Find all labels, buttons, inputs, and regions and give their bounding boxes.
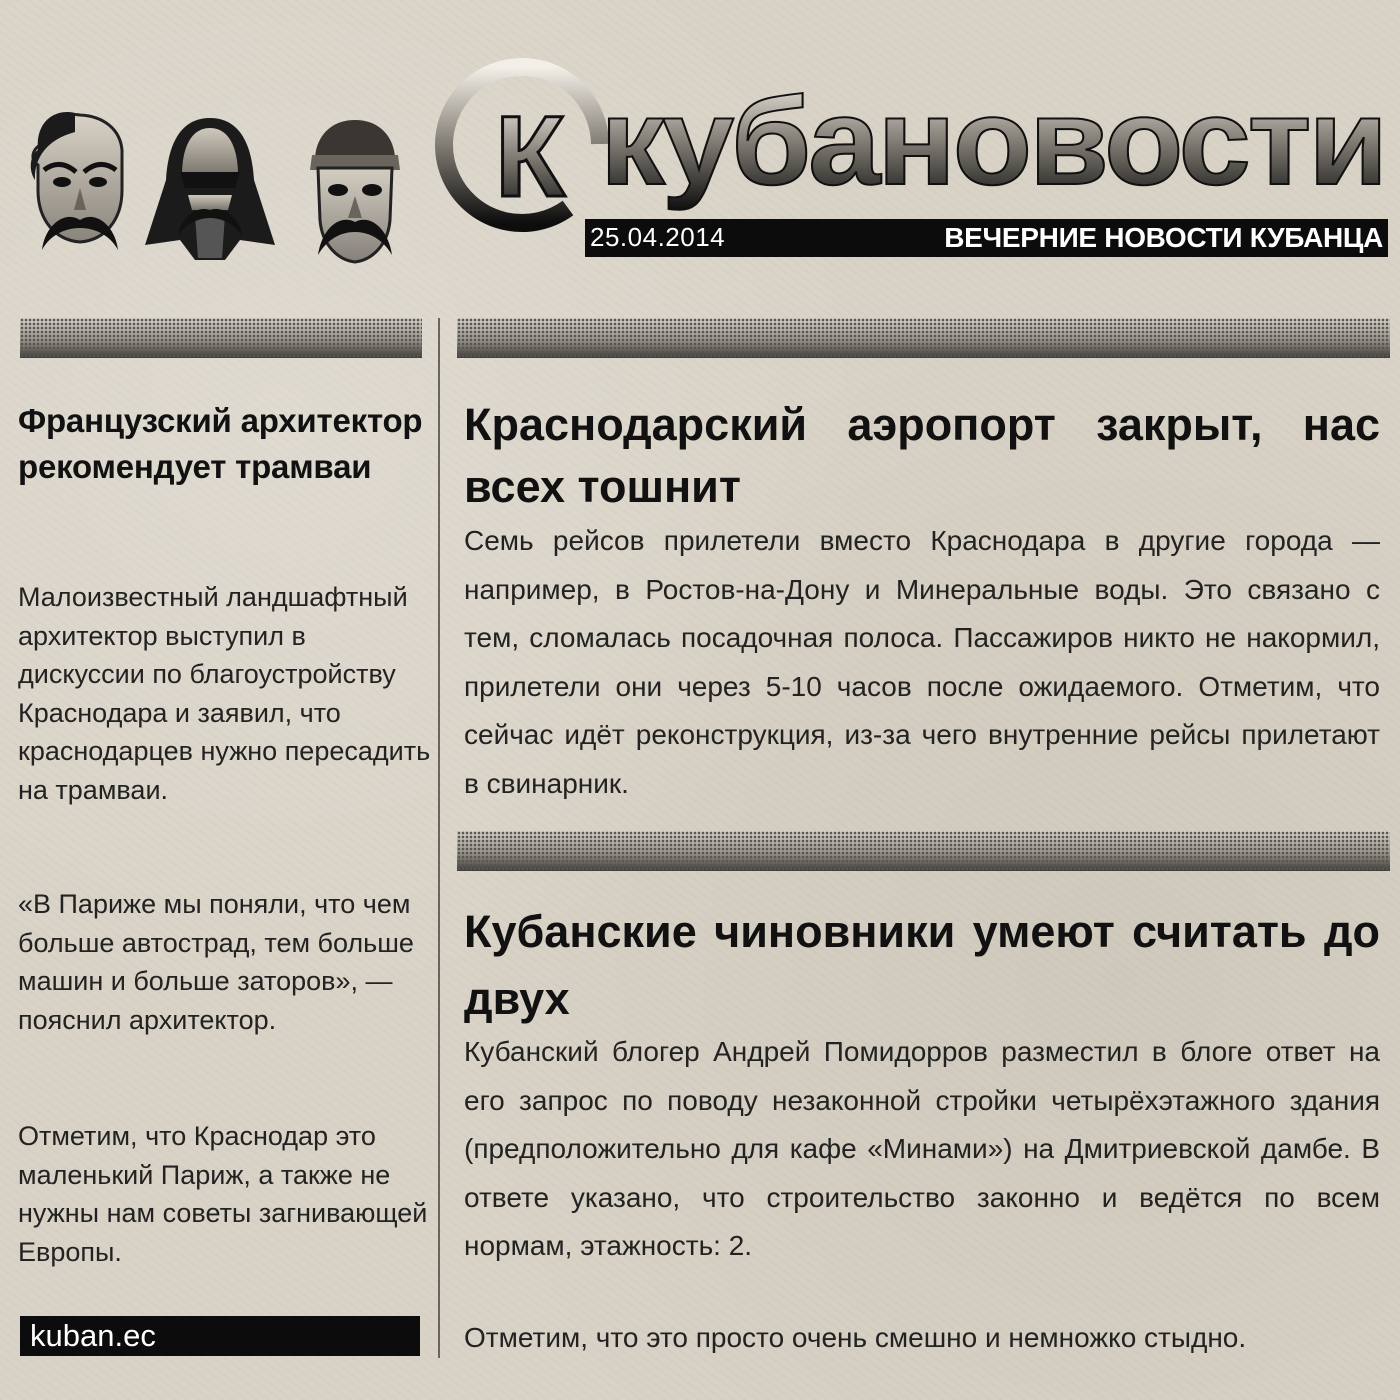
- article-closing-line: Отметим, что это просто очень смешно и немножко стыдно.: [464, 1322, 1247, 1353]
- cossack-mask-icon: [20, 110, 140, 280]
- halftone-divider: [20, 318, 422, 358]
- left-article-paragraph: Малоизвестный ландшафтный архитектор выступил в дискуссии по благоустройству Краснодара и заявил, что краснодарцев нужно пересадить на трамваи.: [18, 582, 431, 805]
- issue-date: 25.04.2014: [590, 222, 726, 252]
- site-url-link[interactable]: kuban.ec: [30, 1318, 156, 1353]
- left-article-title[interactable]: Французский архитектор рекомендует трамваи: [18, 402, 423, 485]
- left-article-paragraph: «В Париже мы поняли, что чем больше автострад, тем больше машин и больше заторов», — пояснил архитектор.: [18, 889, 414, 1035]
- halftone-divider: [457, 831, 1390, 871]
- article-body: Кубанский блогер Андрей Помидорров разместил в блоге ответ на его запрос по поводу незаконной стройки четырёхэтажного здания (предположительно для кафе «Минами») на Дмитриевской дамбе. В ответе указано, что строительство законно и ведётся по всем нормам, этажность: 2.: [464, 1036, 1380, 1261]
- left-article-paragraph: Отметим, что Краснодар это маленький Париж, а также не нужны нам советы загнивающей Европы.: [18, 1121, 428, 1267]
- article-body: Семь рейсов прилетели вместо Краснодара в другие города — например, в Ростов-на-Дону и Минеральные воды. Это связано с тем, сломалась посадочная полоса. Пассажиров никто не накормил, прилетели они через 5-10 часов после ожидаемого. Отметим, что сейчас идёт реконструкция, из-за чего внутренние рейсы прилетают в свинарник.: [464, 525, 1380, 799]
- column-divider: [438, 318, 440, 1358]
- logo-letter: К: [494, 93, 566, 221]
- cossack-hat-mask-icon: [290, 110, 420, 280]
- logo-text: кубановости: [600, 73, 1385, 211]
- darth-vader-cossack-icon: [140, 110, 280, 280]
- mascot-faces: [20, 110, 420, 280]
- slogan: ВЕЧЕРНИЕ НОВОСТИ КУБАНЦА: [944, 222, 1383, 253]
- article-headline[interactable]: Краснодарский аэропорт закрыт, нас всех тошнит: [464, 399, 1380, 512]
- halftone-divider: [457, 318, 1390, 358]
- article-headline[interactable]: Кубанские чиновники умеют считать до двух: [464, 906, 1380, 1024]
